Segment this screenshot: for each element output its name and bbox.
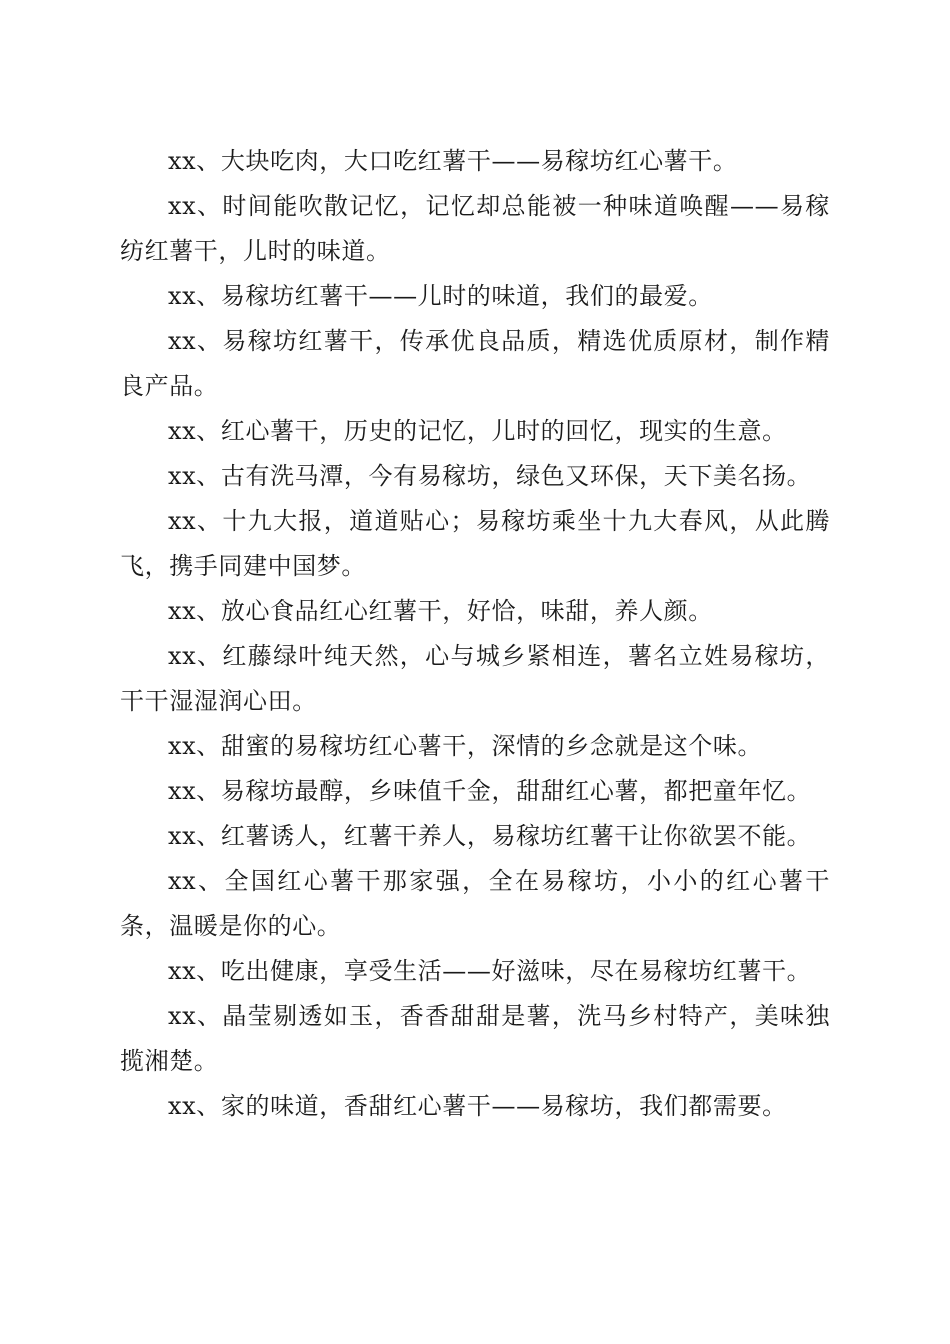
slogan-paragraph: xx、吃出健康，享受生活——好滋味，尽在易稼坊红薯干。 <box>168 957 812 985</box>
slogan-paragraph: xx、十九大报，道道贴心；易稼坊乘坐十九大春风，从此腾飞，携手同建中国梦。 <box>120 507 830 580</box>
slogan-paragraph: xx、红藤绿叶纯天然，心与城乡紧相连，薯名立姓易稼坊，干干湿湿润心田。 <box>120 642 830 715</box>
slogan-paragraph: xx、甜蜜的易稼坊红心薯干，深情的乡念就是这个味。 <box>168 732 763 760</box>
slogan-paragraph: xx、红心薯干，历史的记忆，儿时的回忆，现实的生意。 <box>168 417 787 445</box>
slogan-paragraph: xx、易稼坊最醇，乡味值千金，甜甜红心薯，都把童年忆。 <box>168 777 812 805</box>
slogan-paragraph: xx、大块吃肉，大口吃红薯干——易稼坊红心薯干。 <box>168 147 738 175</box>
slogan-paragraph: xx、易稼坊红薯干，传承优良品质，精选优质原材，制作精良产品。 <box>120 327 830 400</box>
slogan-paragraph: xx、全国红心薯干那家强，全在易稼坊，小小的红心薯干条，温暖是你的心。 <box>120 867 830 940</box>
slogan-paragraph: xx、时间能吹散记忆，记忆却总能被一种味道唤醒——易稼纺红薯干，儿时的味道。 <box>120 192 830 265</box>
slogan-paragraph: xx、放心食品红心红薯干，好恰，味甜，养人颜。 <box>168 597 713 625</box>
slogan-paragraph: xx、家的味道，香甜红心薯干——易稼坊，我们都需要。 <box>168 1092 787 1120</box>
slogan-paragraph: xx、古有洗马潭，今有易稼坊，绿色又环保，天下美名扬。 <box>168 462 812 490</box>
slogan-paragraph: xx、红薯诱人，红薯干养人，易稼坊红薯干让你欲罢不能。 <box>168 822 812 850</box>
slogan-paragraph: xx、易稼坊红薯干——儿时的味道，我们的最爱。 <box>168 282 713 310</box>
slogan-paragraph: xx、晶莹剔透如玉，香香甜甜是薯，洗马乡村特产，美味独揽湘楚。 <box>120 1002 830 1075</box>
document-body <box>120 139 830 1129</box>
